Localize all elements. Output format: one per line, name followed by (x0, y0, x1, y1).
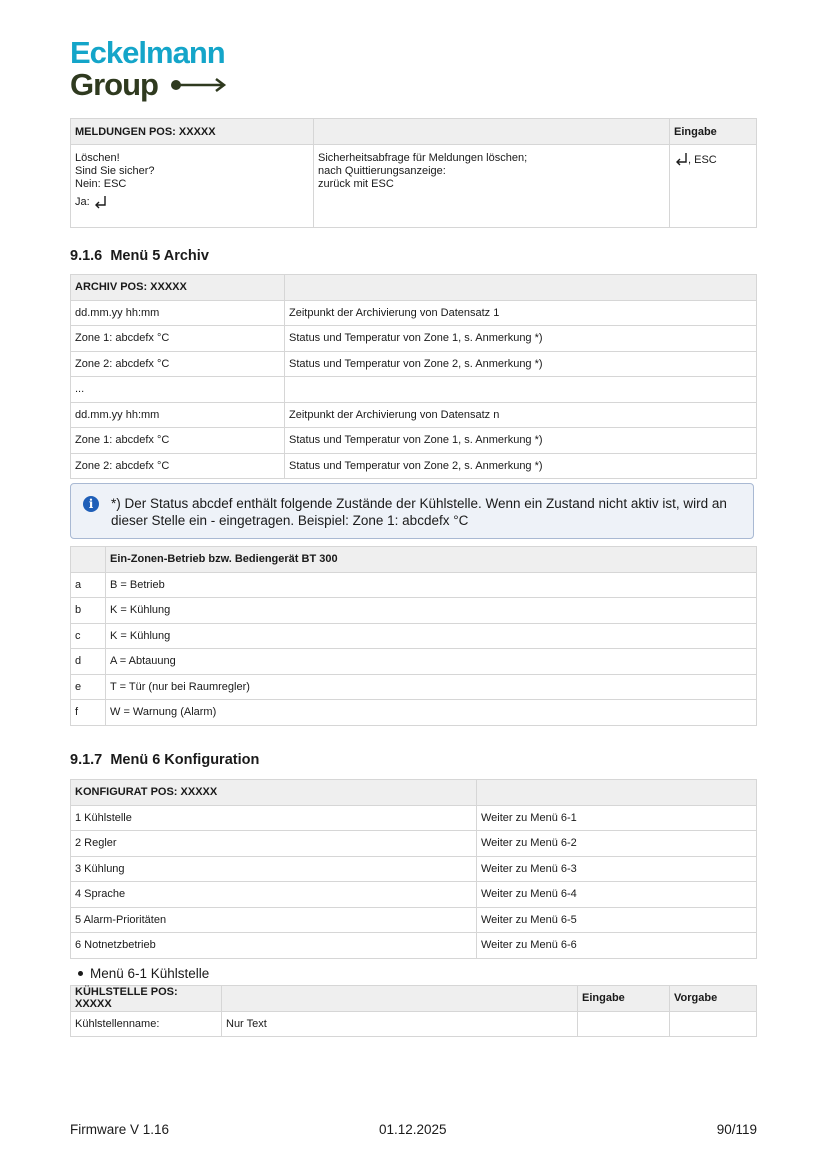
table-header (285, 275, 757, 301)
table-cell: Zone 2: abcdefx °C (71, 453, 285, 479)
table-header (71, 547, 106, 573)
table-cell: K = Kühlung (106, 598, 757, 624)
table-row (71, 882, 757, 908)
table-cell: d (71, 649, 106, 675)
table-row (71, 856, 757, 882)
table-cell: 3 Kühlung (71, 856, 477, 882)
table-header (477, 780, 757, 806)
table-cell: 6 Notnetzbetrieb (71, 933, 477, 959)
text-line: Sicherheitsabfrage für Meldungen löschen; (318, 152, 528, 164)
table-header: KÜHLSTELLE POS: XXXXX (71, 986, 222, 1012)
table-cell: dd.mm.yy hh:mm (71, 300, 285, 326)
table-header (314, 119, 670, 145)
table-cell: Weiter zu Menü 6-2 (477, 831, 757, 857)
table-cell: Weiter zu Menü 6-6 (477, 933, 757, 959)
table-row (71, 598, 757, 624)
table-row (71, 805, 757, 831)
table-cell: Status und Temperatur von Zone 1, s. Anmerkung *) (285, 326, 757, 352)
table-row (71, 572, 757, 598)
table-cell: c (71, 623, 106, 649)
table-cell: B = Betrieb (106, 572, 757, 598)
bullet-text: Menü 6-1 Kühlstelle (90, 966, 210, 981)
company-logo (70, 36, 240, 104)
konfigurat-table (70, 779, 757, 959)
table-cell: Status und Temperatur von Zone 2, s. Anmerkung *) (285, 351, 757, 377)
logo-line1: Eckelmann (70, 35, 225, 70)
table-cell (314, 145, 670, 228)
table-cell: b (71, 598, 106, 624)
table-cell: Nur Text (222, 1011, 578, 1037)
meldungen-table (70, 118, 757, 228)
table-row (71, 351, 757, 377)
table-header: ARCHIV POS: XXXXX (71, 275, 285, 301)
table-row (71, 453, 757, 479)
table-cell: Zone 1: abcdefx °C (71, 428, 285, 454)
table-cell: Status und Temperatur von Zone 1, s. Anmerkung *) (285, 428, 757, 454)
table-cell: f (71, 700, 106, 726)
table-cell: 1 Kühlstelle (71, 805, 477, 831)
table-row (71, 649, 757, 675)
table-cell: W = Warnung (Alarm) (106, 700, 757, 726)
section-heading-konfiguration (70, 752, 259, 768)
text-line: nach Quittierungsanzeige: (318, 165, 446, 177)
table-header: KONFIGURAT POS: XXXXX (71, 780, 477, 806)
table-cell (71, 145, 314, 228)
footer-date: 01.12.2025 (379, 1122, 447, 1137)
status-table (70, 546, 757, 726)
table-row (71, 1011, 757, 1037)
table-cell: e (71, 674, 106, 700)
table-cell: dd.mm.yy hh:mm (71, 402, 285, 428)
table-cell: Zeitpunkt der Archivierung von Datensatz n (285, 402, 757, 428)
table-row (71, 907, 757, 933)
table-row (71, 700, 757, 726)
table-row (71, 674, 757, 700)
table-cell (670, 145, 757, 228)
table-header: Eingabe (578, 986, 670, 1012)
table-row (71, 377, 757, 403)
bullet-dot-icon (78, 971, 83, 976)
table-cell: K = Kühlung (106, 623, 757, 649)
section-title: Menü 6 Konfiguration (110, 752, 260, 768)
table-cell: Status und Temperatur von Zone 2, s. Anmerkung *) (285, 453, 757, 479)
table-cell: Zone 1: abcdefx °C (71, 326, 285, 352)
info-note (70, 483, 754, 539)
table-row (71, 300, 757, 326)
table-cell: Zone 2: abcdefx °C (71, 351, 285, 377)
archiv-table (70, 274, 757, 479)
table-cell: T = Tür (nur bei Raumregler) (106, 674, 757, 700)
table-header: Ein-Zonen-Betrieb bzw. Bediengerät BT 300 (106, 547, 757, 573)
text-line-label: Ja: (75, 196, 90, 208)
section-number: 9.1.6 (70, 248, 103, 264)
section-title: Menü 5 Archiv (110, 248, 209, 264)
kuehlstelle-table (70, 985, 757, 1037)
section-heading-archiv (70, 248, 209, 264)
text-line: Nein: ESC (75, 178, 127, 190)
table-cell: A = Abtauung (106, 649, 757, 675)
table-row (71, 831, 757, 857)
table-cell: Weiter zu Menü 6-5 (477, 907, 757, 933)
enter-key-icon (93, 195, 107, 209)
table-header: Eingabe (670, 119, 757, 145)
text-line (75, 195, 309, 209)
logo-arrow-icon (170, 78, 230, 92)
table-cell: 5 Alarm-Prioritäten (71, 907, 477, 933)
table-row (71, 933, 757, 959)
table-cell (285, 377, 757, 403)
table-header (222, 986, 578, 1012)
text-line: zurück mit ESC (318, 178, 394, 190)
table-cell (578, 1011, 670, 1037)
logo-line2: Group (70, 67, 158, 102)
table-row (71, 402, 757, 428)
table-cell: Kühlstellenname: (71, 1011, 222, 1037)
table-header: MELDUNGEN POS: XXXXX (71, 119, 314, 145)
note-text: *) Der Status abcdef enthält folgende Zustände der Kühlstelle. Wenn ein Zustand nicht aktiv ist, wird an dieser Stelle ein - eingetragen. Beispiel: Zone 1: abcdefx °C (111, 496, 727, 528)
input-keys: , ESC (688, 154, 717, 166)
table-cell: Zeitpunkt der Archivierung von Datensatz 1 (285, 300, 757, 326)
text-line: Löschen! (75, 152, 120, 164)
table-cell: Weiter zu Menü 6-4 (477, 882, 757, 908)
section-number: 9.1.7 (70, 752, 103, 768)
table-cell: ... (71, 377, 285, 403)
table-cell (670, 1011, 757, 1037)
footer-firmware: Firmware V 1.16 (70, 1122, 170, 1137)
enter-key-icon (674, 152, 688, 166)
bullet-item (78, 966, 209, 981)
table-cell: Weiter zu Menü 6-3 (477, 856, 757, 882)
table-cell: a (71, 572, 106, 598)
info-icon: i (83, 496, 99, 512)
table-header: Vorgabe (670, 986, 757, 1012)
footer-page-number: 90/119 (716, 1122, 757, 1137)
table-row (71, 326, 757, 352)
table-cell: 2 Regler (71, 831, 477, 857)
table-cell: Weiter zu Menü 6-1 (477, 805, 757, 831)
table-cell: 4 Sprache (71, 882, 477, 908)
table-row (71, 428, 757, 454)
table-row (71, 623, 757, 649)
text-line: Sind Sie sicher? (75, 165, 155, 177)
